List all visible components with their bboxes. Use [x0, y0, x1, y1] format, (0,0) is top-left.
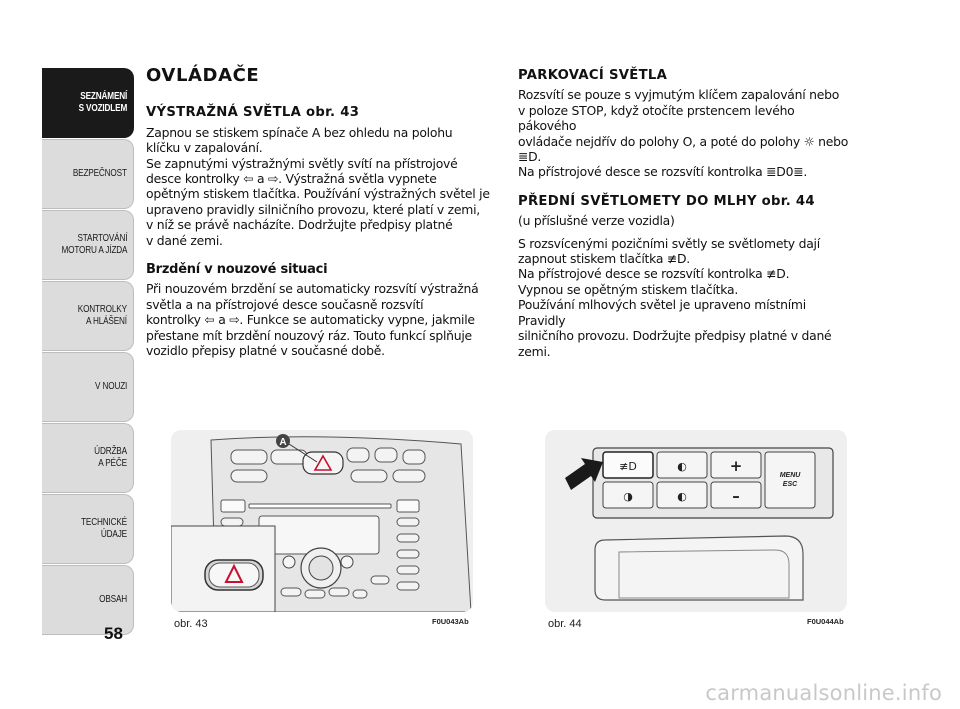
minus-label: – — [732, 487, 740, 505]
figure-44-code: F0U044Ab — [807, 617, 844, 626]
tab-seznameni[interactable] — [42, 68, 134, 138]
headlight-icon: ◐ — [677, 460, 687, 473]
figure-43-console — [171, 430, 473, 612]
tab-kontrolky[interactable] — [42, 281, 134, 351]
rear-fog-icon: ◑ — [623, 490, 633, 503]
right-column — [518, 68, 853, 359]
tab-label: V NOUZI — [94, 381, 127, 392]
left-column — [146, 65, 496, 359]
tab-label: TECHNICKÉ ÚDAJE — [81, 517, 127, 540]
fog-text: S rozsvícenými pozičními světly se světlomety dají zapnout stiskem tlačítka ≢D. Na přístrojové desce se rozsvítí kontrolka ≢D. Vypnou se opětným stiskem tlačítka. Používání mlhových světel je upraveno místními Pravidly silničního provozu. Dodržujte předpisy platné v dané zemi. — [518, 235, 832, 359]
hazard-heading: VÝSTRAŽNÁ SVĚTLA obr. 43 — [146, 105, 360, 121]
fog-light-button — [603, 452, 653, 478]
fog-subheading: (u příslušné verze vozidla) — [518, 213, 675, 229]
tab-v-nouzi[interactable] — [42, 352, 134, 422]
hazard-text: Zapnou se stiskem spínače A bez ohledu na polohu klíčku v zapalování. Se zapnutými výstražnými světly svítí na přístrojové desce kontrolky ⇦ a ⇨. Výstražná světla vypnete opětným stiskem tlačítka. Používání výstražných světel je upraveno pravidly silničního provozu, které platí v zemi, v níž se právě nacházíte. Dodržujte předpisy platné v dané zemi. — [146, 124, 490, 248]
page-number: 58 — [104, 624, 123, 643]
figure-43-code: F0U043Ab — [432, 617, 469, 626]
tab-label: KONTROLKY A HLÁŠENÍ — [77, 304, 127, 327]
plus-label: + — [729, 457, 743, 475]
tab-udrzba[interactable] — [42, 423, 134, 493]
callout-a: A — [279, 437, 287, 448]
console-illustration — [171, 430, 473, 612]
tab-bezpecnost[interactable] — [42, 139, 134, 209]
fog-light-icon: ≢D — [619, 460, 637, 473]
watermark: carmanualsonline.info — [705, 681, 942, 705]
tab-label: SEZNÁMENÍ S VOZIDLEM — [78, 91, 127, 114]
tab-technicke[interactable] — [42, 494, 134, 564]
tab-label: STARTOVÁNÍ MOTORU A JÍZDA — [61, 233, 127, 256]
braking-heading: Brzdění v nouzové situaci — [146, 262, 328, 278]
section-tabs — [42, 68, 134, 636]
tab-label: OBSAH — [99, 594, 127, 605]
page-title: OVLÁDAČE — [146, 65, 260, 86]
hazard-switch — [303, 452, 343, 474]
figure-44-label: obr. 44 — [548, 618, 582, 630]
tab-label: BEZPEČNOST — [73, 168, 127, 179]
tab-startovani[interactable] — [42, 210, 134, 280]
parking-heading: PARKOVACÍ SVĚTLA — [518, 68, 668, 83]
esc-label: ESC — [782, 481, 798, 488]
fog-heading: PŘEDNÍ SVĚTLOMETY DO MLHY obr. 44 — [518, 193, 815, 209]
parking-text: Rozsvítí se pouze s vyjmutým klíčem zapalování nebo v poloze STOP, když otočíte prstencem levého pákového ovládače nejdřív do polohy O, a poté do polohy ☼ nebo ≣D. Na přístrojové desce se rozsvítí kontrolka ≣D0≣. — [518, 87, 849, 180]
switch-panel-illustration — [545, 430, 847, 612]
tab-label: ÚDRŽBA A PÉČE — [94, 446, 127, 469]
hazard-zoom-inset — [171, 526, 275, 612]
headlight-icon: ◐ — [677, 490, 687, 503]
braking-text: Při nouzovém brzdění se automaticky rozsvítí výstražná světla a na přístrojové desce současně rozsvítí kontrolky ⇦ a ⇨. Funkce se automaticky vypne, jakmile přestane mít brzdění nouzový ráz. Touto funkcí splňuje vozidlo přepisy platné v současné době. — [146, 281, 479, 359]
figure-44-switch-panel — [545, 430, 847, 612]
menu-label: MENU — [779, 472, 801, 479]
figure-43-label: obr. 43 — [174, 618, 208, 630]
